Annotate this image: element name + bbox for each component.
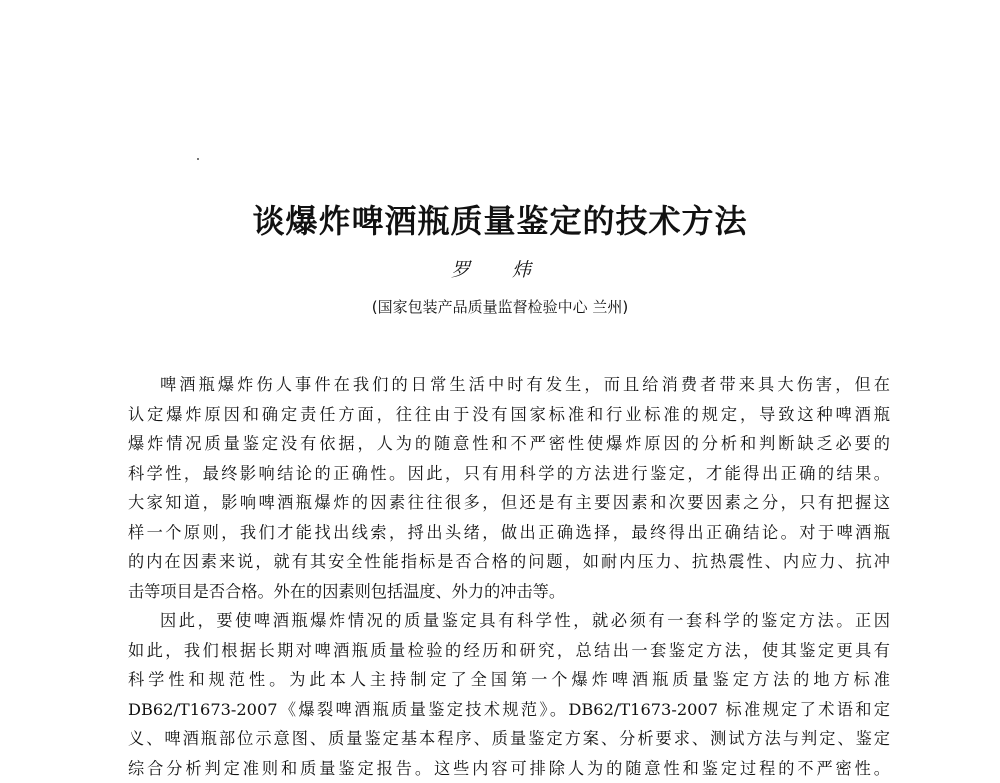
text-line: 样一个原则，我们才能找出线索，捋出头绪，做出正确选择，最终得出正确结论。对于啤酒瓶 [128,518,890,548]
text-line: 的内在因素来说，就有其安全性能指标是否合格的问题，如耐内压力、抗热震性、内应力、抗冲 [128,547,890,577]
text-line: 啤酒瓶爆炸伤人事件在我们的日常生活中时有发生，而且给消费者带来具大伤害，但在 [128,370,890,400]
text-line: 击等项目是否合格。外在的因素则包括温度、外力的冲击等。 [128,577,890,607]
text-line: 如此，我们根据长期对啤酒瓶质量检验的经历和研究，总结出一套鉴定方法，使其鉴定更具有 [128,636,890,666]
text-line: 科学性和规范性。为此本人主持制定了全国第一个爆炸啤酒瓶质量鉴定方法的地方标准 [128,665,890,695]
text-line: 科学性，最终影响结论的正确性。因此，只有用科学的方法进行鉴定，才能得出正确的结果。 [128,459,890,489]
text-line: 综合分析判定准则和质量鉴定报告。这些内容可排除人为的随意性和鉴定过程的不严密性。 [128,754,890,783]
author-name: 罗 炜 [0,255,1000,282]
article-title: 谈爆炸啤酒瓶质量鉴定的技术方法 [0,196,1000,242]
paragraph-2 [128,606,890,783]
scan-speck [197,158,199,160]
text-line: 义、啤酒瓶部位示意图、质量鉴定基本程序、质量鉴定方案、分析要求、测试方法与判定、鉴定 [128,724,890,754]
text-line: 认定爆炸原因和确定责任方面，往往由于没有国家标准和行业标准的规定，导致这种啤酒瓶 [128,400,890,430]
text-line: 爆炸情况质量鉴定没有依据，人为的随意性和不严密性使爆炸原因的分析和判断缺乏必要的 [128,429,890,459]
paragraph-1 [128,370,890,606]
article-body [128,370,890,783]
text-line: 因此，要使啤酒瓶爆炸情况的质量鉴定具有科学性，就必须有一套科学的鉴定方法。正因 [128,606,890,636]
text-line: 大家知道，影响啤酒瓶爆炸的因素往往很多，但还是有主要因素和次要因素之分，只有把握这 [128,488,890,518]
text-line: DB62/T1673-2007《爆裂啤酒瓶质量鉴定技术规范》。DB62/T1673-2007 标准规定了术语和定 [128,695,890,725]
author-affiliation: (国家包装产品质量监督检验中心 兰州) [0,296,1000,317]
